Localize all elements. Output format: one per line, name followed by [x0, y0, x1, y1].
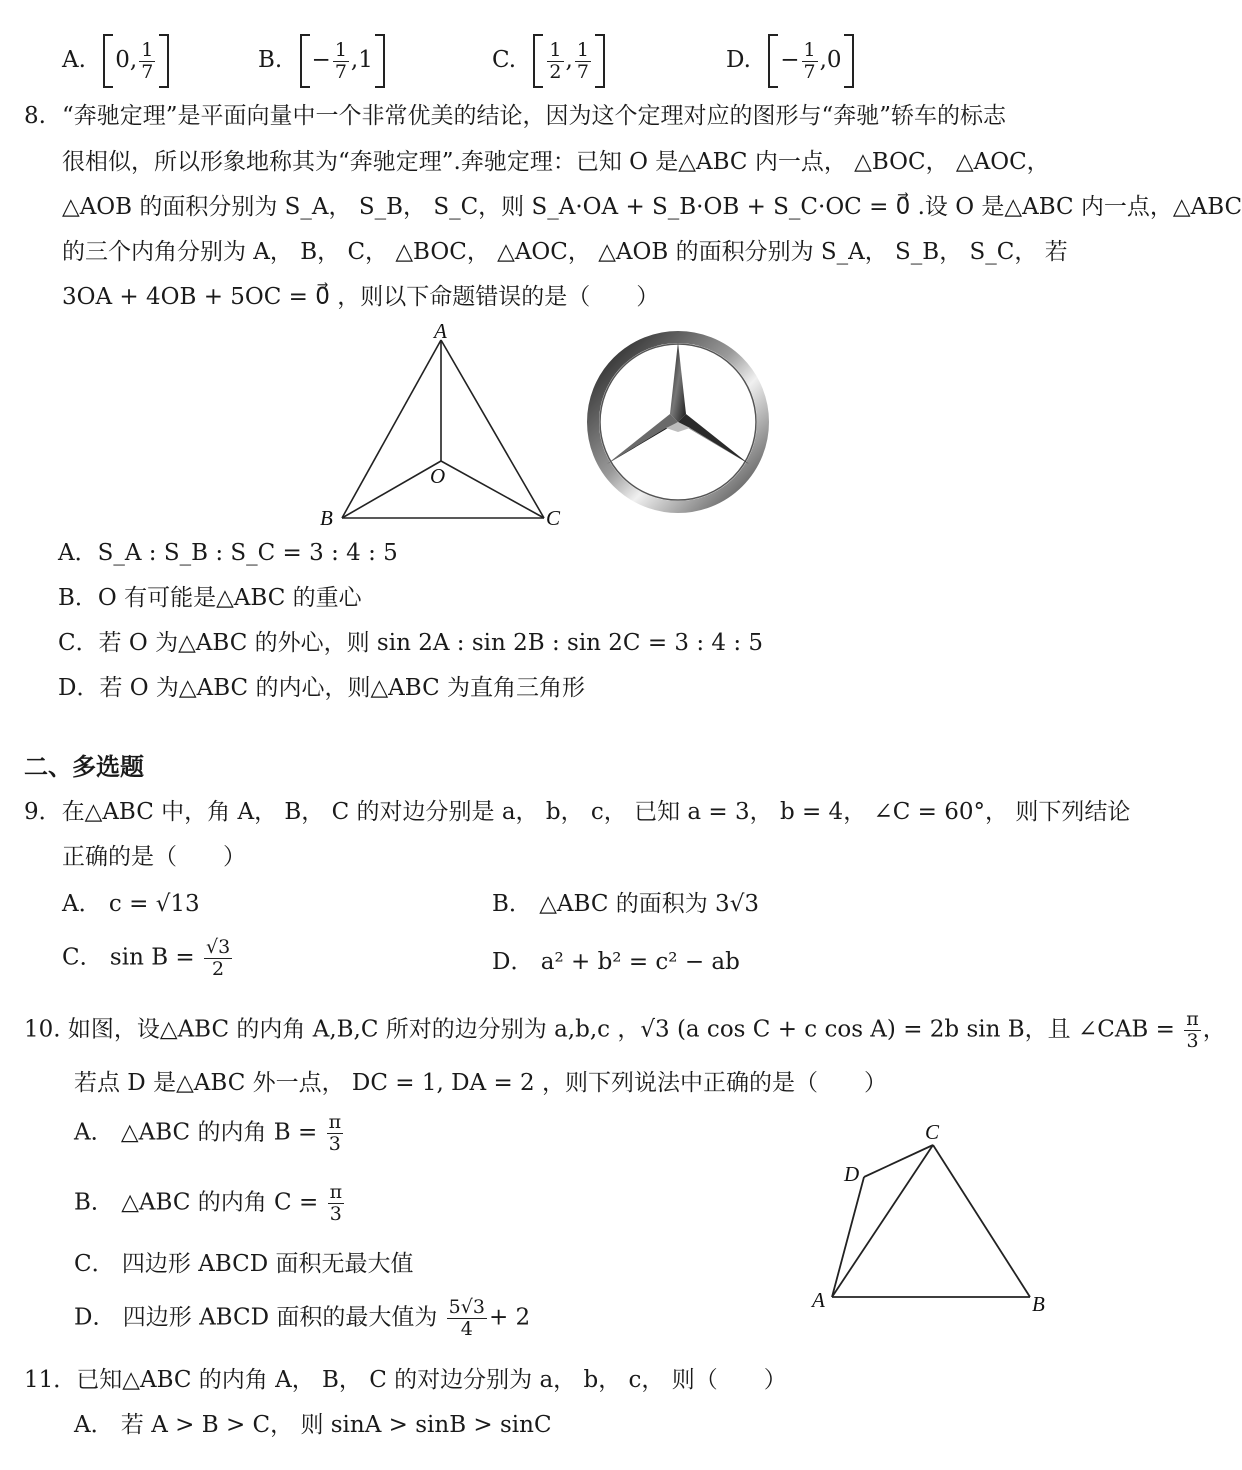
- q7-option-d: D. − $\frac{1}{7}$ ,0: [726, 34, 854, 88]
- vertex-label-o: O: [430, 464, 446, 488]
- bracket-right-icon: [844, 34, 854, 88]
- fraction: $\frac{1}{7}$: [576, 38, 589, 83]
- q9-option-a: A． c = √13: [62, 891, 200, 917]
- q10-option-c: C． 四边形 ABCD 面积无最大值: [74, 1251, 414, 1277]
- q10-stem-line2: 若点 D 是△ABC 外一点， DC = 1, DA = 2 ，则下列说法中正确的是（ ）: [74, 1070, 887, 1096]
- q10-option-d: D． 四边形 ABCD 面积的最大值为 $\frac{5√3}{4}$ + 2: [74, 1296, 531, 1340]
- fraction: $\frac{1}{7}$: [141, 38, 154, 83]
- q8-number: 8.: [24, 103, 46, 129]
- bracket-left-icon: [533, 34, 543, 88]
- q8-stem-line3: △AOB 的面积分别为 S_A， S_B， S_C，则 S_A·OA + S_B·OB + S_C·OC = 0⃗ .设 O 是△ABC 内一点，△ABC: [62, 194, 1242, 220]
- q10-stem-line1: 10. 如图，设△ABC 的内角 A,B,C 所对的边分别为 a,b,c ，√3 (a cos C + c cos A) = 2b sin B，且 ∠CAB = $\frac{\pi}{3}$ ，: [24, 1008, 1226, 1052]
- q9-option-b: B． △ABC 的面积为 3√3: [492, 891, 759, 917]
- vertex-label-a: A: [812, 1288, 825, 1312]
- bracket-right-icon: [595, 34, 605, 88]
- q8-stem-line1: “奔驰定理”是平面向量中一个非常优美的结论，因为这个定理对应的图形与“奔驰”轿车的标志: [62, 103, 1007, 129]
- vertex-label-b: B: [320, 506, 333, 530]
- vertex-label-c: C: [546, 506, 561, 530]
- vertex-label-a: A: [434, 319, 447, 343]
- vertex-label-b: B: [1032, 1292, 1045, 1316]
- q8-stem-line2: 很相似，所以形象地称其为“奔驰定理”.奔驰定理：已知 O 是△ABC 内一点， △BOC， △AOC，: [62, 149, 1050, 175]
- q8-option-c: C．若 O 为△ABC 的外心，则 sin 2A : sin 2B : sin 2C = 3 : 4 : 5: [58, 630, 764, 656]
- q9-stem-line2: 正确的是（ ）: [62, 844, 246, 870]
- q8-stem-line4: 的三个内角分别为 A， B， C， △BOC， △AOC， △AOB 的面积分别为 S_A， S_B， S_C， 若: [62, 239, 1068, 265]
- fraction: $\frac{5√3}{4}$: [448, 1296, 485, 1340]
- fraction: $\frac{1}{7}$: [803, 38, 816, 83]
- q8-triangle-figure: [310, 318, 580, 533]
- q10-option-b: B． △ABC 的内角 C = $\frac{\pi}{3}$: [74, 1181, 343, 1225]
- q8-option-d: D．若 O 为△ABC 的内心，则△ABC 为直角三角形: [58, 675, 585, 701]
- section-title: 二、多选题: [24, 753, 144, 781]
- fraction: $\frac{1}{7}$: [334, 38, 347, 83]
- vertex-label-c: C: [925, 1120, 940, 1144]
- bracket-right-icon: [159, 34, 169, 88]
- bracket-right-icon: [375, 34, 385, 88]
- mercedes-logo-icon: [582, 328, 774, 516]
- fraction: $\frac{\pi}{3}$: [1186, 1008, 1199, 1052]
- q9-stem-line1: 9．在△ABC 中，角 A， B， C 的对边分别是 a， b， c， 已知 a = 3， b = 4， ∠C = 60°， 则下列结论: [24, 799, 1131, 825]
- fraction: $\frac{\pi}{3}$: [328, 1111, 342, 1155]
- q8-option-b: B．O 有可能是△ABC 的重心: [58, 585, 362, 611]
- q8-option-a: A．S_A : S_B : S_C = 3 : 4 : 5: [58, 540, 398, 566]
- q8-stem-line5: 3OA + 4OB + 5OC = 0⃗ ，则以下命题错误的是（ ）: [62, 284, 660, 310]
- q10-quadrilateral-figure: [808, 1115, 1058, 1320]
- q11-option-a: A． 若 A > B > C， 则 sinA > sinB > sinC: [74, 1412, 552, 1438]
- fraction: $\frac{1}{2}$: [549, 38, 562, 83]
- fraction: $\frac{√3}{2}$: [206, 936, 231, 980]
- fraction: $\frac{\pi}{3}$: [329, 1181, 343, 1225]
- q7-option-a: A. 0, $\frac{1}{7}$: [62, 34, 169, 88]
- q10-option-a: A． △ABC 的内角 B = $\frac{\pi}{3}$: [74, 1111, 342, 1155]
- q11-stem-line1: 11．已知△ABC 的内角 A， B， C 的对边分别为 a， b， c， 则（ ）: [24, 1367, 787, 1393]
- q9-option-c: C． sin B = $\frac{√3}{2}$: [62, 936, 231, 980]
- q9-option-d: D． a² + b² = c² − ab: [492, 949, 740, 975]
- bracket-left-icon: [103, 34, 113, 88]
- q7-option-b: B. − $\frac{1}{7}$ ,1: [258, 34, 385, 88]
- bracket-left-icon: [768, 34, 778, 88]
- q7-option-c: C. $\frac{1}{2}$ , $\frac{1}{7}$: [492, 34, 605, 88]
- vertex-label-d: D: [844, 1162, 860, 1186]
- bracket-left-icon: [300, 34, 310, 88]
